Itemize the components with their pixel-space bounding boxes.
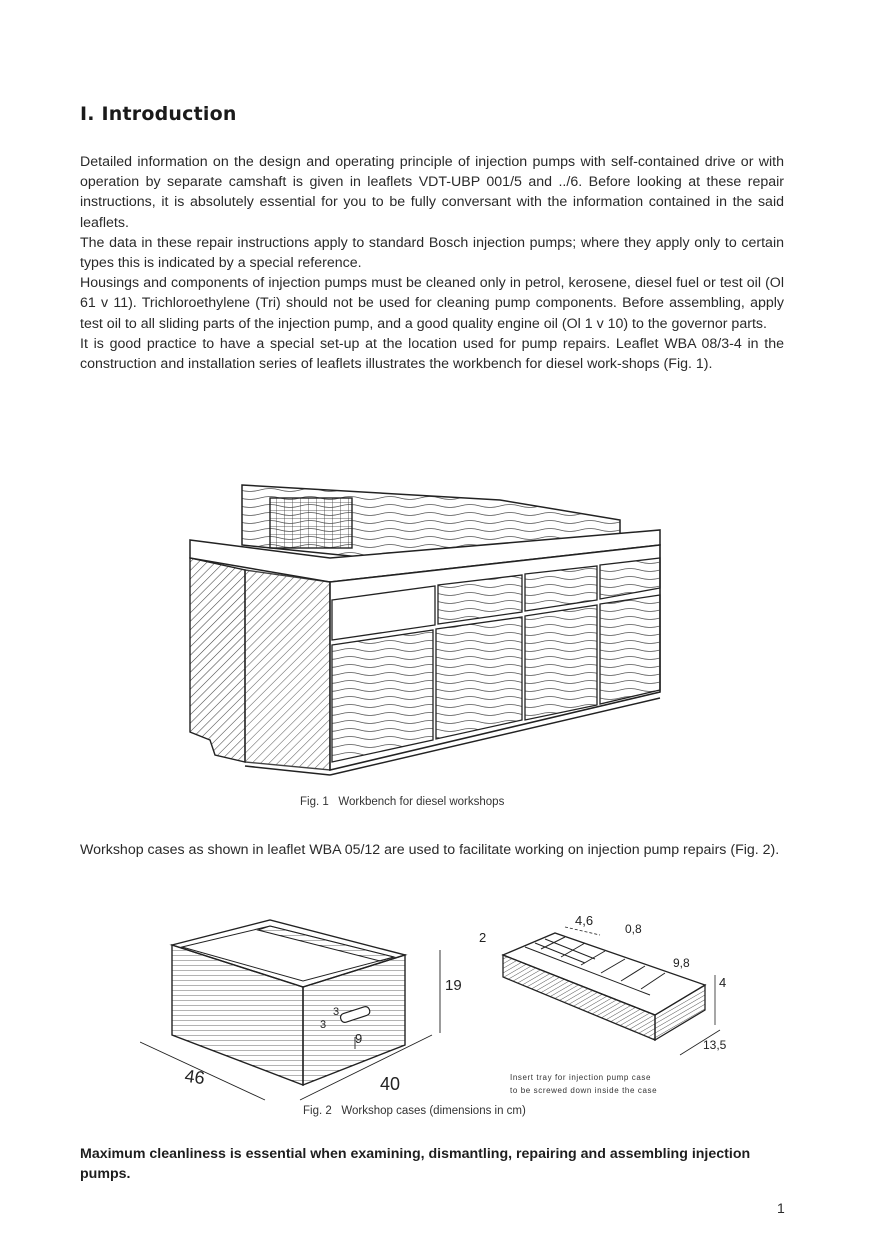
paragraph: It is good practice to have a special set-up at the location used for pump repairs. Leaflet WBA 08/3-4 in the construction and installation series of leaflets illustrates the workbench for diesel work-shops (Fig. 1). [80, 335, 784, 373]
tray-pitch-dim: 4,6 [575, 915, 594, 928]
handle-height-dim-1: 3 [333, 1006, 340, 1018]
figure-1-caption: Fig. 1 Workbench for diesel workshops [300, 796, 505, 808]
tray-note-line-1: Insert tray for injection pump case [510, 1073, 652, 1082]
introduction-text [80, 152, 784, 374]
tray-height-dim: 4 [719, 975, 727, 990]
insert-tray-drawing [475, 915, 745, 1065]
page-title: I. Introduction [80, 103, 237, 125]
workbench-illustration [180, 470, 680, 790]
tray-note-line-2: to be screwed down inside the case [510, 1086, 658, 1095]
tray-width-dim: 13,5 [703, 1038, 727, 1052]
paragraph: Housings and components of injection pumps must be cleaned only in petrol, kerosene, diesel fuel or test oil (Ol 61 v 11). Trichloroethylene (Tri) should not be used for cleaning pump components. Before assembling, apply test oil to all sliding parts of the injection pump, and a good quality engine oil (Ol 1 v 10) to the governor parts. [80, 275, 784, 332]
case-width-dim: 40 [380, 1074, 401, 1094]
paragraph: Detailed information on the design and operating principle of injection pumps with self-contained drive or with operation by separate camshaft is given in leaflets VDT-UBP 001/5 and ../6. Before looking at these repair instructions, it is absolutely essential for you to be fully conversant with the information contained in the said leaflets. [80, 154, 784, 231]
tray-compartment-dim: 9,8 [673, 956, 690, 970]
handle-height-dim-2: 3 [320, 1019, 327, 1031]
cleanliness-note: Maximum cleanliness is essential when examining, dismantling, repairing and assembling injection pumps. [80, 1146, 751, 1182]
page-number: 1 [777, 1200, 785, 1216]
paragraph: The data in these repair instructions apply to standard Bosch injection pumps; where they apply only to certain types this is indicated by a special reference. [80, 234, 784, 272]
case-height-dim: 19 [445, 977, 462, 994]
workshop-cases-text: Workshop cases as shown in leaflet WBA 05/12 are used to facilitate working on injection pump repairs (Fig. 2). [80, 842, 780, 858]
tray-wall-dim: 0,8 [625, 922, 642, 936]
tray-side-dim: 2 [479, 930, 487, 945]
case-length-dim: 46 [183, 1065, 207, 1089]
workshop-case-drawing [140, 915, 470, 1115]
figure-2-caption: Fig. 2 Workshop cases (dimensions in cm) [303, 1105, 526, 1117]
handle-width-dim: 9 [355, 1031, 363, 1046]
